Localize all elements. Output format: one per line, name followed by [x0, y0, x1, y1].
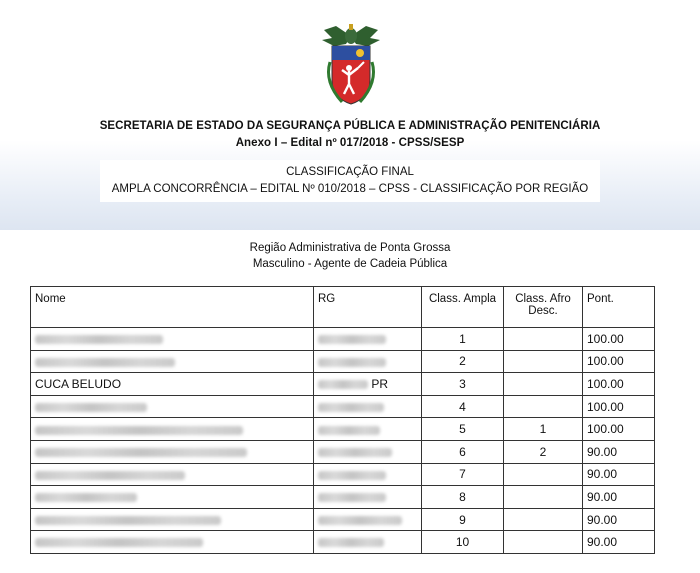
cell-nome: [31, 350, 314, 373]
col-header-rg: RG: [314, 287, 422, 328]
col-header-pont: Pont.: [583, 287, 655, 328]
redacted-rg: [318, 403, 384, 412]
cell-rg: [314, 486, 422, 509]
classification-table: [30, 286, 655, 554]
cell-rg: [314, 395, 422, 418]
cell-pont: 100.00: [583, 418, 655, 441]
cell-nome: [31, 328, 314, 351]
table-header-row: [31, 287, 655, 328]
redacted-name: [35, 516, 221, 525]
cell-pont: 100.00: [583, 328, 655, 351]
col-header-class-ampla: Class. Ampla: [422, 287, 504, 328]
cell-class-afro: [504, 463, 583, 486]
cell-class-afro: [504, 395, 583, 418]
cell-nome: [31, 440, 314, 463]
cell-pont: 90.00: [583, 440, 655, 463]
cell-pont: 90.00: [583, 486, 655, 509]
cell-class-ampla: 2: [422, 350, 504, 373]
table-row: [31, 395, 655, 418]
table-row: [31, 350, 655, 373]
cell-rg: [314, 350, 422, 373]
classification-subtitle: AMPLA CONCORRÊNCIA – EDITAL Nº 010/2018 – CPSS - CLASSIFICAÇÃO POR REGIÃO: [111, 183, 589, 195]
redacted-rg: [318, 426, 380, 435]
redacted-rg: [318, 448, 392, 457]
redacted-name: [35, 493, 137, 502]
cell-class-ampla: 4: [422, 395, 504, 418]
cell-pont: 90.00: [583, 531, 655, 554]
table-row: [31, 328, 655, 351]
cell-rg: [314, 373, 422, 396]
table-row: [31, 440, 655, 463]
redacted-name: [35, 538, 203, 547]
cell-class-afro: [504, 486, 583, 509]
coat-of-arms-icon: [318, 22, 384, 108]
cell-nome: CUCA BELUDO: [31, 373, 314, 396]
table-row: [31, 373, 655, 396]
cell-class-ampla: 8: [422, 486, 504, 509]
cell-class-ampla: 1: [422, 328, 504, 351]
cell-class-ampla: 5: [422, 418, 504, 441]
rg-state: PR: [371, 376, 389, 391]
cell-pont: 90.00: [583, 463, 655, 486]
table-row: [31, 486, 655, 509]
cell-class-afro: 1: [504, 418, 583, 441]
cell-pont: 100.00: [583, 395, 655, 418]
cell-class-afro: [504, 328, 583, 351]
cell-nome: [31, 508, 314, 531]
redacted-name: [35, 403, 147, 412]
col-header-class-afro: Class. Afro Desc.: [504, 287, 583, 328]
cell-class-afro: [504, 531, 583, 554]
redacted-name: [35, 426, 243, 435]
region-position: Masculino - Agente de Cadeia Pública: [252, 258, 448, 270]
cell-rg: [314, 418, 422, 441]
cell-nome: [31, 418, 314, 441]
cell-class-afro: [504, 350, 583, 373]
table-row: [31, 418, 655, 441]
table-row: [31, 463, 655, 486]
cell-class-ampla: 9: [422, 508, 504, 531]
cell-rg: [314, 531, 422, 554]
cell-class-afro: [504, 373, 583, 396]
cell-nome: [31, 486, 314, 509]
cell-rg: [314, 328, 422, 351]
cell-class-afro: [504, 508, 583, 531]
cell-class-ampla: 10: [422, 531, 504, 554]
cell-pont: 100.00: [583, 373, 655, 396]
cell-nome: [31, 531, 314, 554]
table-row: [31, 508, 655, 531]
cell-nome: [31, 395, 314, 418]
classification-title: CLASSIFICAÇÃO FINAL: [286, 166, 414, 178]
cell-nome: [31, 463, 314, 486]
region-name: Região Administrativa de Ponta Grossa: [249, 242, 451, 254]
cell-class-ampla: 3: [422, 373, 504, 396]
redacted-rg: [318, 335, 386, 344]
cell-class-ampla: 7: [422, 463, 504, 486]
cell-pont: 100.00: [583, 350, 655, 373]
header-agency-title: SECRETARIA DE ESTADO DA SEGURANÇA PÚBLICA E ADMINISTRAÇÃO PENITENCIÁRIA: [99, 120, 601, 132]
redacted-rg: [318, 538, 384, 547]
header-edital-title: Anexo I – Edital nº 017/2018 - CPSS/SESP: [235, 137, 465, 149]
cell-rg: [314, 463, 422, 486]
redacted-rg: [318, 471, 386, 480]
cell-rg: [314, 508, 422, 531]
redacted-name: [35, 358, 175, 367]
cell-class-ampla: 6: [422, 440, 504, 463]
redacted-rg: [318, 516, 402, 525]
redacted-name: [35, 335, 163, 344]
redacted-rg: [318, 380, 368, 389]
table-row: [31, 531, 655, 554]
redacted-name: [35, 471, 185, 480]
redacted-rg: [318, 493, 386, 502]
cell-rg: [314, 440, 422, 463]
redacted-name: [35, 448, 247, 457]
col-header-nome: Nome: [31, 287, 314, 328]
redacted-rg: [318, 358, 386, 367]
cell-pont: 90.00: [583, 508, 655, 531]
cell-class-afro: 2: [504, 440, 583, 463]
